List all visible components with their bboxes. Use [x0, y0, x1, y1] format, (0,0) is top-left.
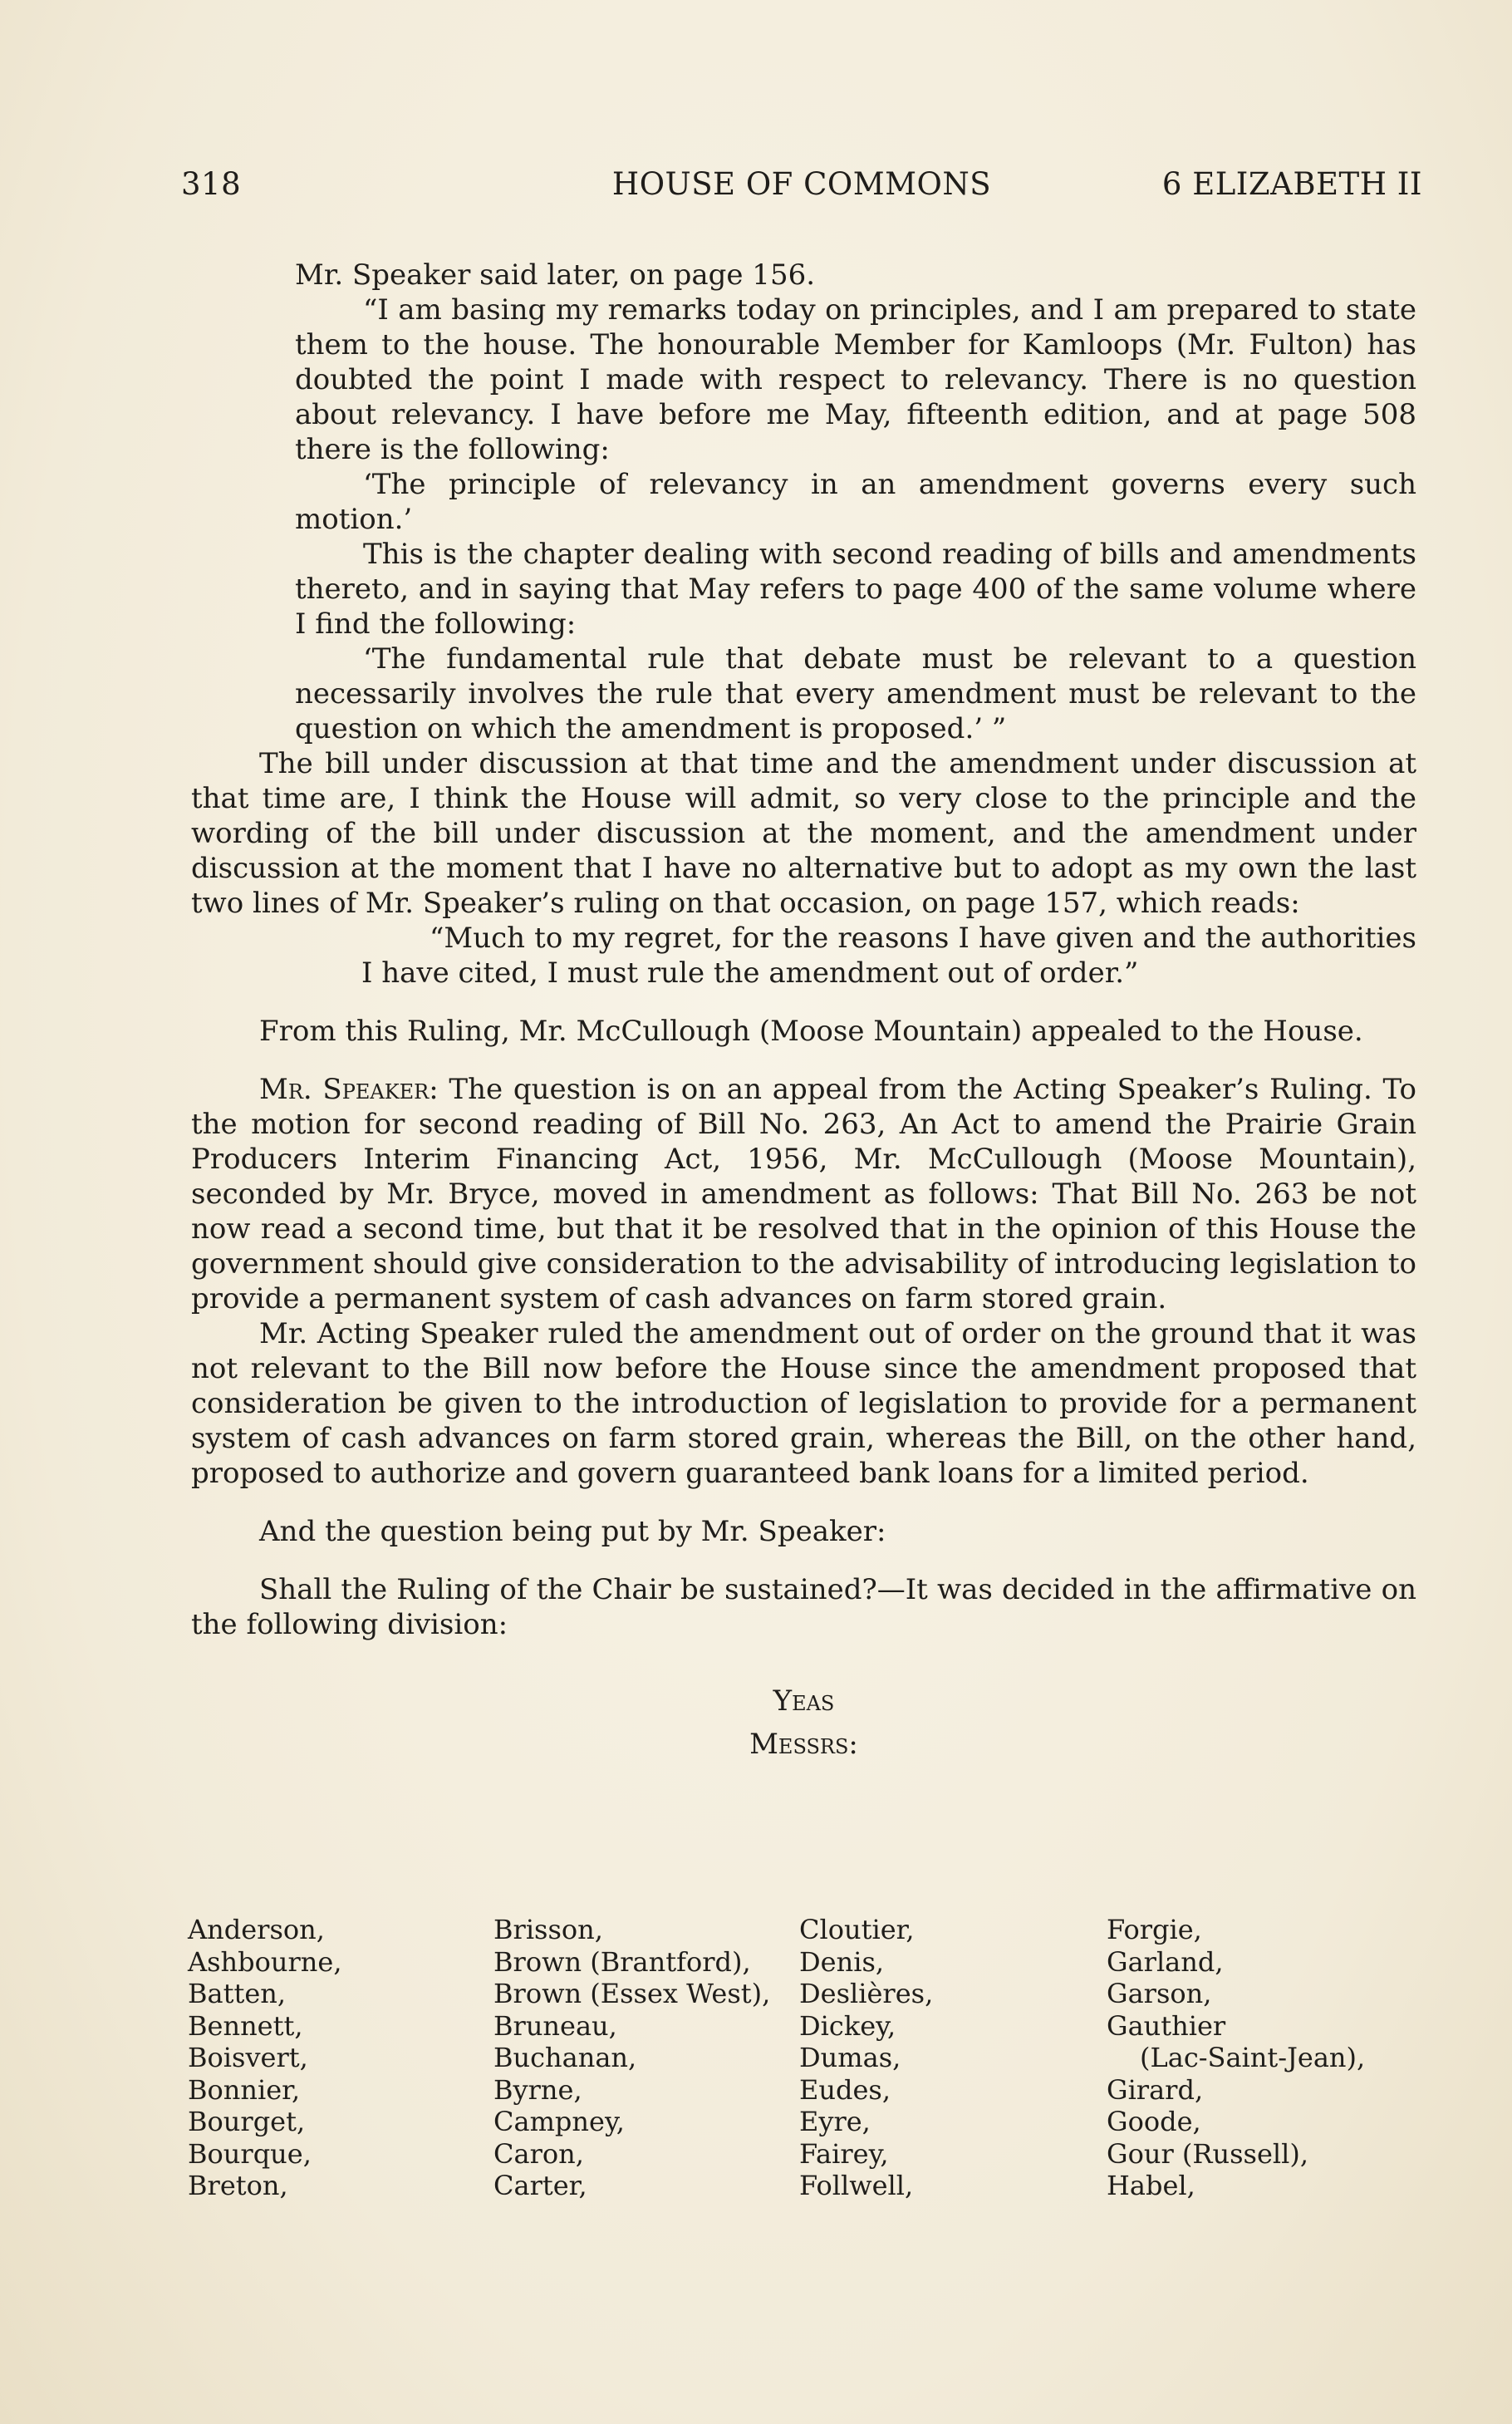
list-item: Caron, [493, 2137, 584, 2170]
list-item: Carter, [493, 2170, 587, 2201]
list-item: Garson, [1107, 1978, 1212, 2009]
list-item: Deslières, [799, 1978, 934, 2009]
list-item: Gour (Russell), [1107, 2137, 1308, 2170]
list-item: Brown (Essex West), [493, 1978, 771, 2009]
list-item: Follwell, [799, 2170, 914, 2201]
list-item: Girard, [1107, 2073, 1204, 2106]
names-column-3 [799, 1914, 933, 2202]
list-item: Goode, [1107, 2106, 1201, 2137]
list-item: Brown (Brantford), [493, 1945, 751, 1978]
speaker-text: The question is on an appeal from the Acting Speaker’s Ruling. To the motion for second reading of Bill No. 263, An Act to amend the Prairie Grain Producers Interim Financing Act, 1956, Mr. McCullough (Moose Mountain), seconded by Mr. Bryce, moved in amendment as follows: That Bill No. 263 be not now read a second time, but that it be resolved that in the opinion of this House the government should give consideration to the advisability of introducing legislation to provide a permanent system of cash advances on farm stored grain. [191, 1073, 1417, 1315]
speaker-label: Mr. Speaker: [259, 1073, 439, 1106]
list-item: Breton, [188, 2170, 288, 2201]
paragraph: Shall the Ruling of the Chair be sustained?—It was decided in the affirmative on the following division: [191, 1573, 1416, 1641]
page-number: 318 [181, 166, 242, 202]
list-item: Denis, [799, 1945, 885, 1978]
names-column-2 [493, 1914, 770, 2202]
paragraph: Mr. Acting Speaker ruled the amendment out of order on the ground that it was not relevant to the Bill now before the House since the amendment proposed that consideration be given to the introduction of legislation to provide for a permanent system of cash advances on farm stored grain, whereas the Bill, on the other hand, proposed to authorize and govern guaranteed bank loans for a limited period. [191, 1317, 1416, 1490]
body-text [191, 258, 1416, 1762]
list-item: Dumas, [799, 2042, 901, 2073]
quote-paragraph: This is the chapter dealing with second reading of bills and amendments thereto, and in saying that May refers to page 400 of the same volume where I find the following: [295, 538, 1416, 641]
list-item: Byrne, [493, 2073, 582, 2106]
names-column-1 [188, 1914, 342, 2202]
nested-quote: ‘The fundamental rule that debate must be relevant to a question necessarily involves the rule that every amendment must be relevant to the question on which the amendment is proposed.’ ” [295, 642, 1416, 745]
paragraph: From this Ruling, Mr. McCullough (Moose Mountain) appealed to the House. [259, 1015, 1363, 1048]
header-title: HOUSE OF COMMONS [611, 166, 992, 202]
list-item: Eyre, [799, 2106, 871, 2137]
list-item: Cloutier, [799, 1914, 915, 1945]
division-heading: Yeas [773, 1684, 835, 1718]
paragraph: The bill under discussion at that time and the amendment under discussion at that time are, I think the House will admit, so very close to the principle and the wording of the bill under discussion at the moment, and the amendment under discussion at the moment that I have no alternative but to adopt as my own the last two lines of Mr. Speaker’s ruling on that occasion, on page 157, which reads: [191, 747, 1416, 920]
header-session: 6 ELIZABETH II [1161, 166, 1422, 202]
list-item: Buchanan, [493, 2042, 637, 2073]
list-item: Eudes, [799, 2073, 891, 2106]
list-item: Garland, [1107, 1945, 1224, 1978]
list-item: Boisvert, [188, 2042, 308, 2073]
list-item: Bourget, [188, 2106, 306, 2137]
list-item: Ashbourne, [188, 1945, 342, 1978]
names-column-4 [1107, 1914, 1365, 2202]
list-item: Campney, [493, 2106, 625, 2137]
division-subheading: Messrs: [749, 1728, 858, 1761]
list-item: Bonnier, [188, 2073, 301, 2106]
quote-paragraph: “I am basing my remarks today on principles, and I am prepared to state them to the house. The honourable Member for Kamloops (Mr. Fulton) has doubted the point I made with respect to relevancy. There is no question about relevancy. I have before me May, fifteenth edition, and at page 508 there is the following: [295, 293, 1416, 466]
running-header [181, 166, 1422, 208]
list-item: Bourque, [188, 2137, 312, 2170]
speaker-paragraph [191, 1072, 1416, 1316]
paragraph: And the question being put by Mr. Speaker: [259, 1515, 886, 1548]
list-item: (Lac-Saint-Jean), [1140, 2042, 1366, 2073]
list-item: Brisson, [493, 1914, 603, 1945]
list-item: Bruneau, [493, 2009, 617, 2042]
list-item: Fairey, [799, 2137, 889, 2170]
list-item: Dickey, [799, 2009, 896, 2042]
list-item: Anderson, [188, 1914, 325, 1945]
nested-quote: ‘The principle of relevancy in an amendment governs every such motion.’ [295, 468, 1416, 536]
list-item: Forgie, [1107, 1914, 1202, 1945]
list-item: Bennett, [188, 2009, 303, 2042]
quote-paragraph: “Much to my regret, for the reasons I have given and the authorities I have cited, I must rule the amendment out of order.” [361, 922, 1416, 990]
list-item: Gauthier [1107, 2009, 1226, 2042]
list-item: Habel, [1107, 2170, 1195, 2201]
list-item: Batten, [188, 1978, 287, 2009]
paragraph: Mr. Speaker said later, on page 156. [295, 258, 816, 292]
